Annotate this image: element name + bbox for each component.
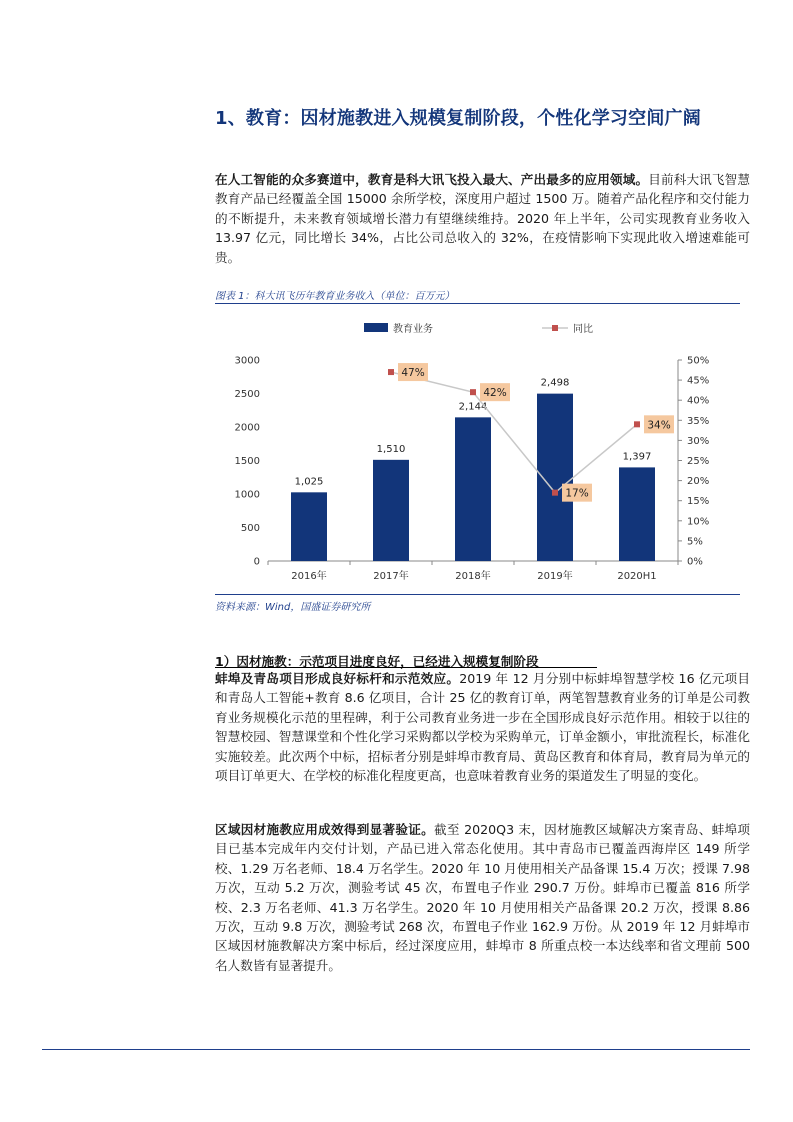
y-right-tick-label: 40% bbox=[687, 395, 710, 407]
subsection-title: 1）因材施教：示范项目进度良好，已经进入规模复制阶段 bbox=[215, 654, 539, 669]
growth-label: 42% bbox=[483, 387, 507, 400]
education-revenue-chart bbox=[215, 306, 740, 592]
growth-line bbox=[391, 372, 637, 493]
intro-body: 目前科大讯飞智慧教育产品已经覆盖全国 15000 余所学校，深度用户超过 1500 万。随着产品化程序和交付能力的不断提升，未来教育领域增长潜力有望继续维持。2020 年上半年，公司实现教育业务收入 13.97 亿元，同比增长 34%，占比公司总收入的 32%，在疫情影响下实现此收入增速难能可贵。 bbox=[215, 172, 751, 265]
bar-value-label: 2,144 bbox=[458, 401, 488, 413]
x-tick-label: 2019年 bbox=[537, 571, 573, 582]
bar-value-label: 1,397 bbox=[622, 451, 652, 463]
subsection-underline bbox=[215, 667, 597, 668]
y-left-tick-label: 2000 bbox=[234, 422, 260, 434]
bar-value-label: 1,025 bbox=[294, 476, 324, 488]
validation-paragraph bbox=[215, 820, 750, 975]
growth-label: 17% bbox=[565, 487, 589, 500]
bar-value-label: 2,498 bbox=[540, 377, 570, 389]
y-left-tick-label: 500 bbox=[240, 523, 260, 534]
validation-body: 截至 2020Q3 末，因材施教区域解决方案青岛、蚌埠项目已基本完成年内交付计划，产品已进入常态化使用。其中青岛市已覆盖西海岸区 149 所学校、1.29 万名老师、18.4 万名学生。2020 年 10 月使用相关产品备课 15.4 万次；授课 7.98 万次，互动 5.2 万次，测验考试 45 次，布置电子作业 290.7 万份。蚌埠市已覆盖 816 所学校、2.3 万名老师、41.3 万名学生。2020 年 10 月使用相关产品备课 20.2 万次，授课 8.86 万次，互动 9.8 万次，测验考试 268 次，布置电子作业 162.9 万份。从 2019 年 12 月蚌埠市区域因材施教解决方案中标后，经过深度应用，蚌埠市 8 所重点校一本达线率和省文理前 500 名人数皆有显著提升。 bbox=[215, 822, 751, 973]
x-tick-label: 2018年 bbox=[455, 571, 491, 582]
legend-line-marker bbox=[552, 325, 558, 331]
y-right-tick-label: 10% bbox=[687, 516, 710, 528]
revenue-bar bbox=[291, 492, 327, 561]
benchmark-paragraph bbox=[215, 669, 750, 785]
y-right-tick-label: 35% bbox=[687, 415, 710, 427]
x-tick-label: 2020H1 bbox=[617, 571, 657, 582]
benchmark-lead: 蚌埠及青岛项目形成良好标杆和示范效应。 bbox=[215, 671, 460, 686]
figure-top-rule bbox=[215, 303, 740, 304]
figure-bottom-rule bbox=[215, 594, 740, 595]
y-left-tick-label: 1500 bbox=[234, 456, 260, 467]
y-left-tick-label: 3000 bbox=[234, 355, 260, 367]
growth-point bbox=[634, 421, 640, 427]
y-left-tick-label: 1000 bbox=[234, 489, 260, 501]
figure-caption: 图表 1：科大讯飞历年教育业务收入（单位：百万元） bbox=[215, 291, 455, 302]
growth-point bbox=[388, 369, 394, 375]
intro-lead: 在人工智能的众多赛道中，教育是科大讯飞投入最大、产出最多的应用领域。 bbox=[215, 172, 649, 187]
footer-rule bbox=[42, 1049, 750, 1050]
section-heading: 1、教育：因材施教进入规模复制阶段，个性化学习空间广阔 bbox=[215, 108, 701, 129]
growth-point bbox=[470, 389, 476, 395]
legend-bar-label: 教育业务 bbox=[393, 324, 433, 335]
x-tick-label: 2016年 bbox=[291, 571, 327, 582]
y-right-tick-label: 50% bbox=[687, 355, 710, 367]
validation-lead: 区域因材施教应用成效得到显著验证。 bbox=[215, 822, 435, 837]
benchmark-body: 2019 年 12 月分别中标蚌埠智慧学校 16 亿元项目和青岛人工智能+教育 8.6 亿项目，合计 25 亿的教育订单，两笔智慧教育业务的订单是公司教育业务规模化示范的里程碑，利于公司教育业务进一步在全国形成良好示范作用。相较于以往的智慧校园、智慧课堂和个性化学习采购都以学校为采购单元，订单金额小，审批流程长，标准化实施较差。此次两个中标，招标者分别是蚌埠市教育局、黄岛区教育和体育局，教育局为单元的项目订单更大、在学校的标准化程度更高，也意味着教育业务的渠道发生了明显的变化。 bbox=[215, 671, 750, 784]
revenue-bar bbox=[373, 460, 409, 561]
figure-source: 资料来源：Wind，国盛证券研究所 bbox=[215, 602, 371, 613]
y-right-tick-label: 0% bbox=[687, 556, 703, 568]
revenue-bar bbox=[619, 467, 655, 561]
y-left-tick-label: 2500 bbox=[234, 389, 260, 400]
y-right-tick-label: 30% bbox=[687, 435, 710, 447]
y-right-tick-label: 25% bbox=[687, 456, 710, 467]
legend-line-label: 同比 bbox=[573, 324, 593, 335]
y-right-tick-label: 20% bbox=[687, 476, 710, 488]
growth-label: 34% bbox=[647, 419, 671, 432]
legend-bar-swatch bbox=[364, 323, 388, 332]
x-tick-label: 2017年 bbox=[373, 571, 409, 582]
intro-paragraph bbox=[215, 170, 750, 267]
y-right-tick-label: 45% bbox=[687, 375, 710, 387]
y-right-tick-label: 15% bbox=[687, 496, 710, 508]
y-left-tick-label: 0 bbox=[253, 556, 260, 568]
growth-label: 47% bbox=[401, 367, 425, 380]
growth-point bbox=[552, 490, 558, 496]
bar-value-label: 1,510 bbox=[376, 443, 406, 455]
y-right-tick-label: 5% bbox=[687, 536, 703, 548]
revenue-bar bbox=[455, 417, 491, 561]
